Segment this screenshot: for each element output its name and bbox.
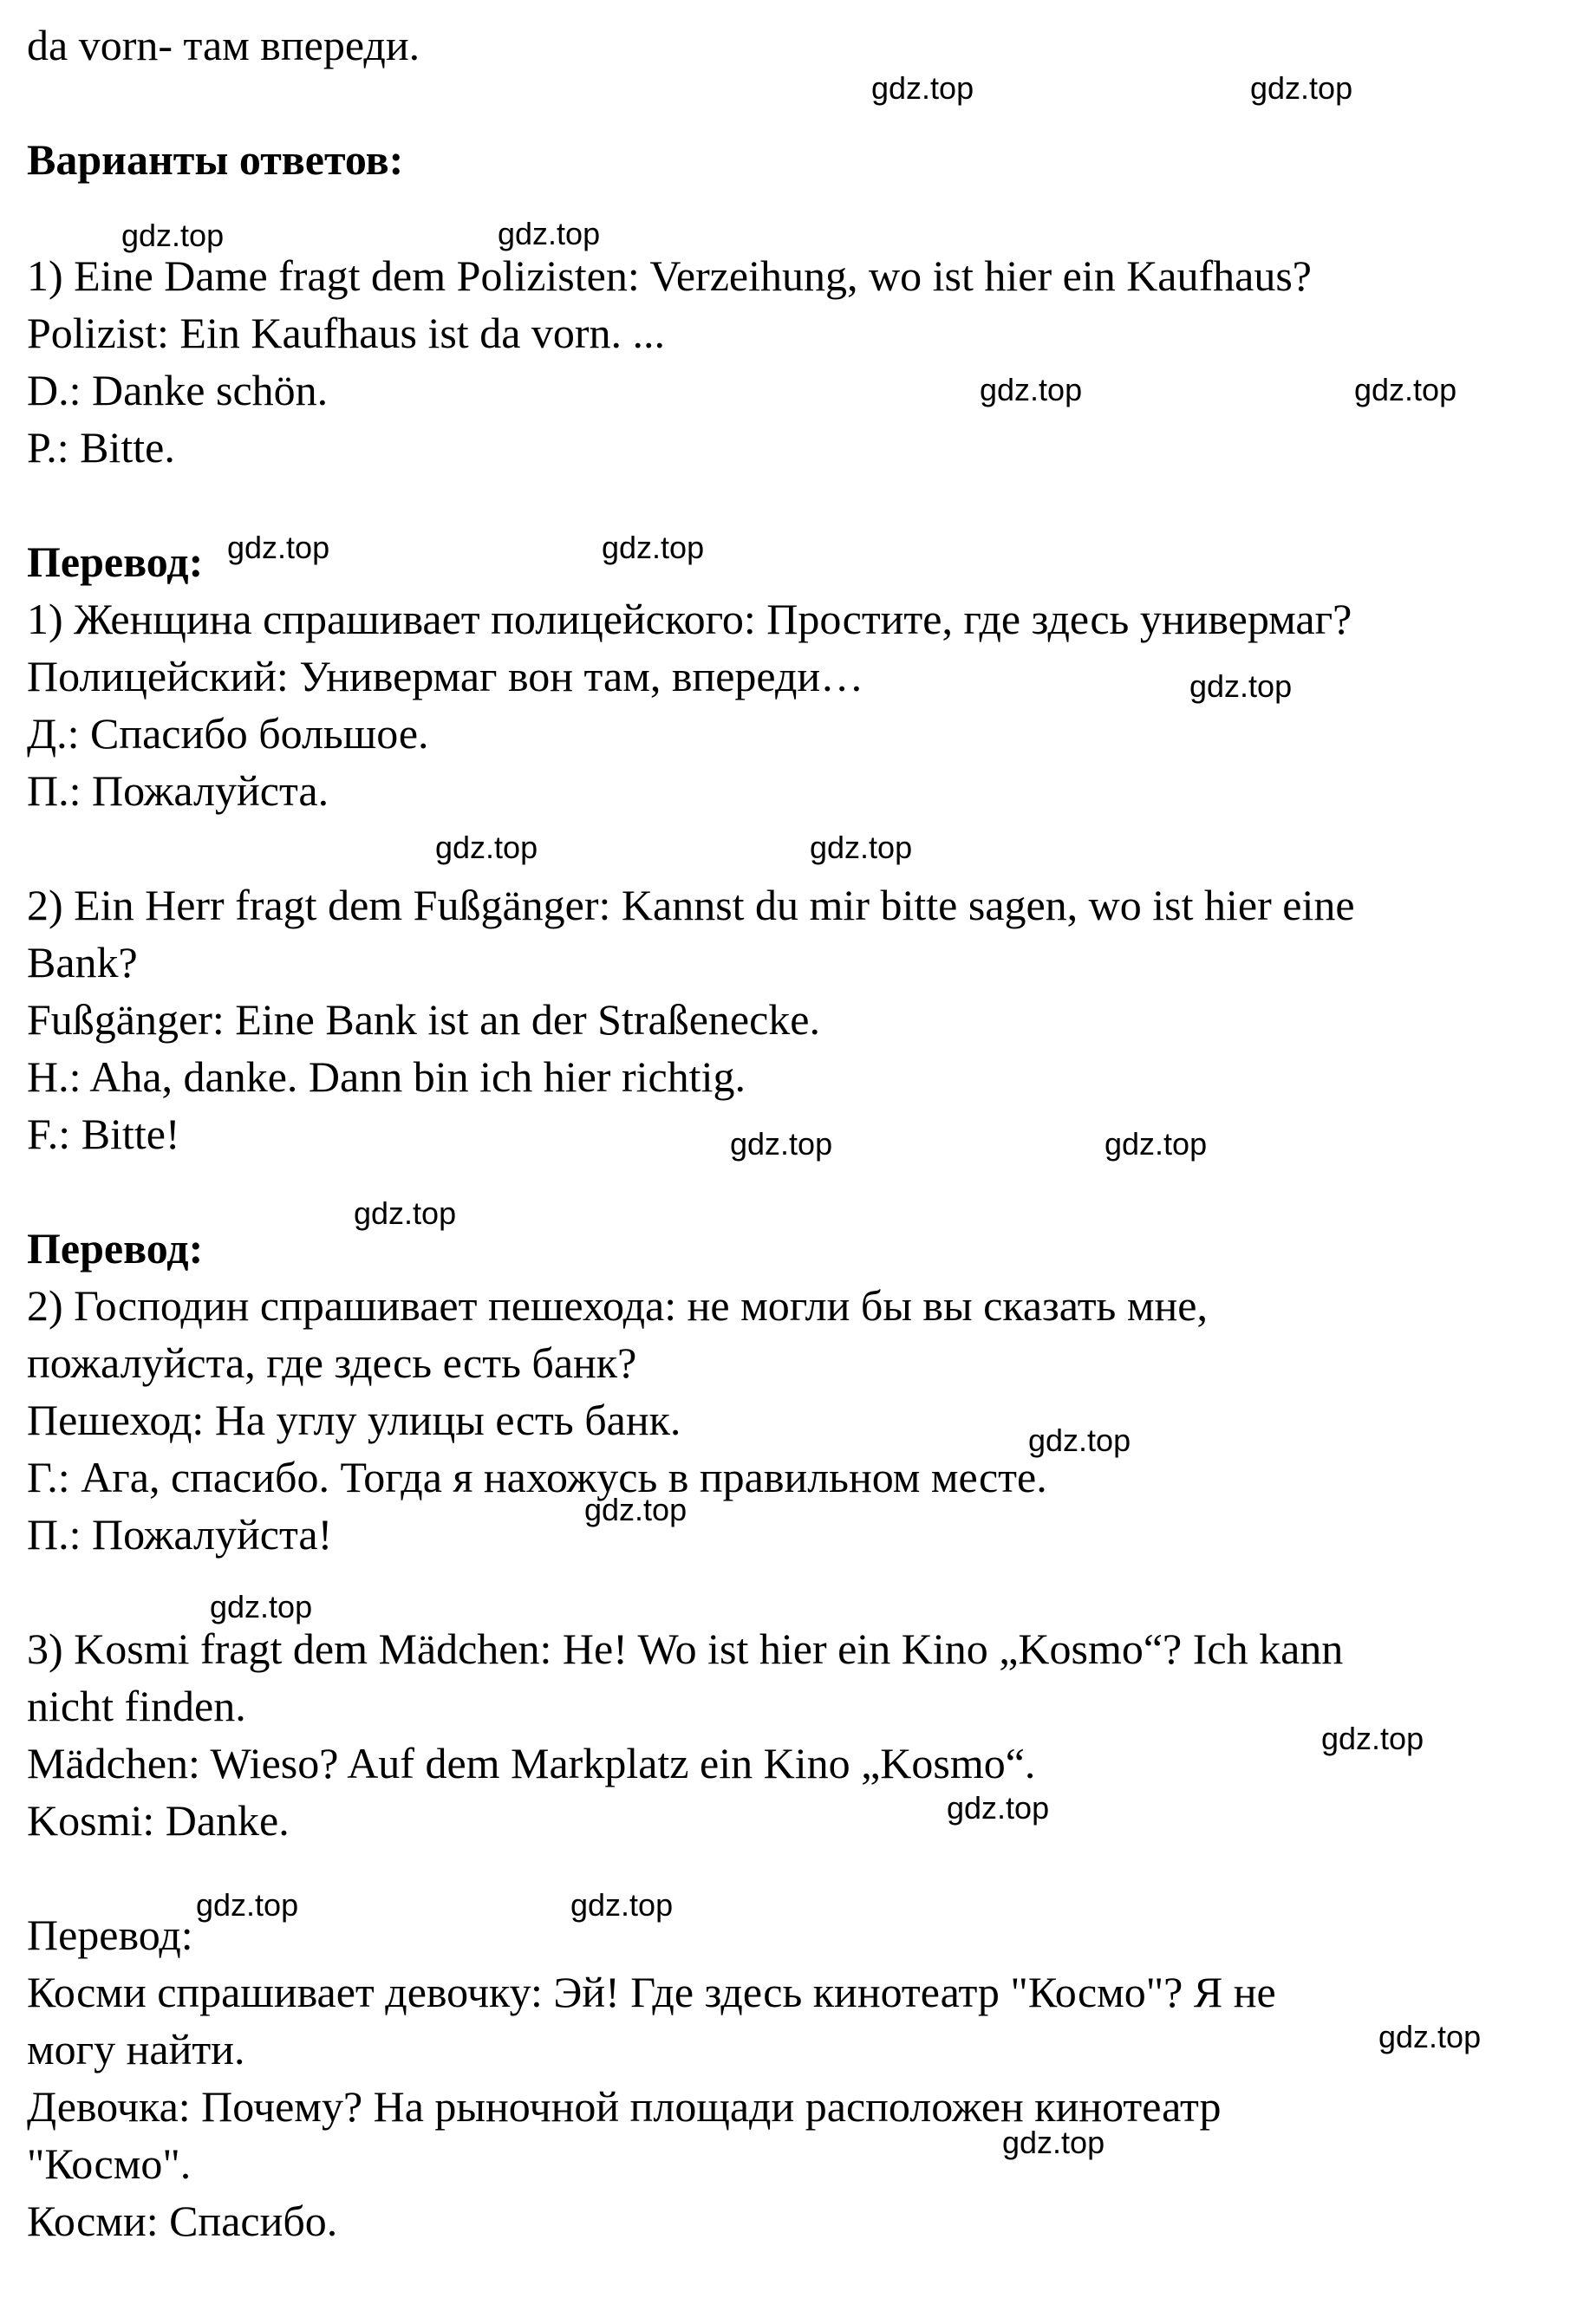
text-line: P.: Bitte. — [27, 423, 175, 472]
text-line: H.: Aha, danke. Dann bin ich hier richtig. — [27, 1052, 746, 1101]
watermark: gdz.top — [1189, 668, 1293, 704]
text-line: D.: Danke schön. — [27, 366, 329, 414]
text-line: Д.: Спасибо большое. — [27, 709, 429, 758]
text-line: П.: Пожалуйста! — [27, 1510, 333, 1559]
watermark: gdz.top — [210, 1589, 313, 1624]
section-heading: Варианты ответов: — [27, 135, 404, 184]
watermark: gdz.top — [196, 1887, 299, 1923]
watermark: gdz.top — [1321, 1721, 1424, 1756]
watermark: gdz.top — [227, 530, 330, 565]
watermark: gdz.top — [354, 1195, 457, 1231]
watermark: gdz.top — [810, 830, 913, 865]
watermark: gdz.top — [871, 70, 974, 106]
text-line: могу найти. — [27, 2025, 245, 2073]
text-line: 2) Ein Herr fragt dem Fußgänger: Kannst du mir bitte sagen, wo ist hier eine — [27, 881, 1355, 929]
watermark: gdz.top — [1354, 372, 1457, 407]
watermark: gdz.top — [1028, 1422, 1131, 1458]
watermark: gdz.top — [498, 216, 601, 251]
watermark: gdz.top — [435, 830, 538, 865]
text-line: Пешеход: На углу улицы есть банк. — [27, 1396, 681, 1444]
text-line: П.: Пожалуйста. — [27, 766, 329, 815]
text-line: пожалуйста, где здесь есть банк? — [27, 1338, 637, 1387]
text-line: Г.: Ага, спасибо. Тогда я нахожусь в правильном месте. — [27, 1453, 1047, 1501]
text-line: 3) Kosmi fragt dem Mädchen: He! Wo ist hier ein Kino „Kosmo“? Ich kann — [27, 1624, 1344, 1673]
text-line: Bank? — [27, 938, 138, 986]
watermark: gdz.top — [602, 530, 705, 565]
text-line: F.: Bitte! — [27, 1110, 180, 1158]
text-line: Fußgänger: Eine Bank ist an der Straßenecke. — [27, 995, 820, 1044]
text-line: 2) Господин спрашивает пешехода: не могли бы вы сказать мне, — [27, 1281, 1208, 1330]
text-line: Косми спрашивает девочку: Эй! Где здесь кинотеатр "Космо"? Я не — [27, 1968, 1276, 2016]
watermark: gdz.top — [730, 1126, 833, 1162]
section-heading: Перевод: — [27, 1911, 193, 1959]
text-line: Косми: Спасибо. — [27, 2197, 338, 2245]
section-heading: Перевод: — [27, 1224, 204, 1273]
text-line: 1) Eine Dame fragt dem Polizisten: Verzeihung, wo ist hier ein Kaufhaus? — [27, 251, 1312, 300]
watermark: gdz.top — [947, 1790, 1050, 1826]
text-line: Девочка: Почему? На рыночной площади расположен кинотеатр — [27, 2082, 1222, 2131]
text-line: Kosmi: Danke. — [27, 1796, 290, 1845]
watermark: gdz.top — [584, 1492, 687, 1527]
text-line: Mädchen: Wieso? Auf dem Markplatz ein Kino „Kosmo“. — [27, 1739, 1036, 1787]
watermark: gdz.top — [570, 1887, 674, 1923]
watermark: gdz.top — [980, 372, 1083, 407]
watermark: gdz.top — [1250, 70, 1353, 106]
section-heading: Перевод: — [27, 537, 204, 586]
text-line: "Космо". — [27, 2139, 192, 2188]
watermark: gdz.top — [121, 218, 225, 253]
text-line: Polizist: Ein Kaufhaus ist da vorn. ... — [27, 309, 666, 357]
text-line: da vorn- там впереди. — [27, 21, 420, 69]
text-line: Полицейский: Универмаг вон там, впереди… — [27, 652, 864, 700]
watermark: gdz.top — [1378, 2019, 1482, 2054]
text-line: nicht finden. — [27, 1682, 246, 1730]
text-line: 1) Женщина спрашивает полицейского: Простите, где здесь универмаг? — [27, 595, 1352, 643]
watermark: gdz.top — [1002, 2125, 1105, 2160]
watermark: gdz.top — [1105, 1126, 1208, 1162]
